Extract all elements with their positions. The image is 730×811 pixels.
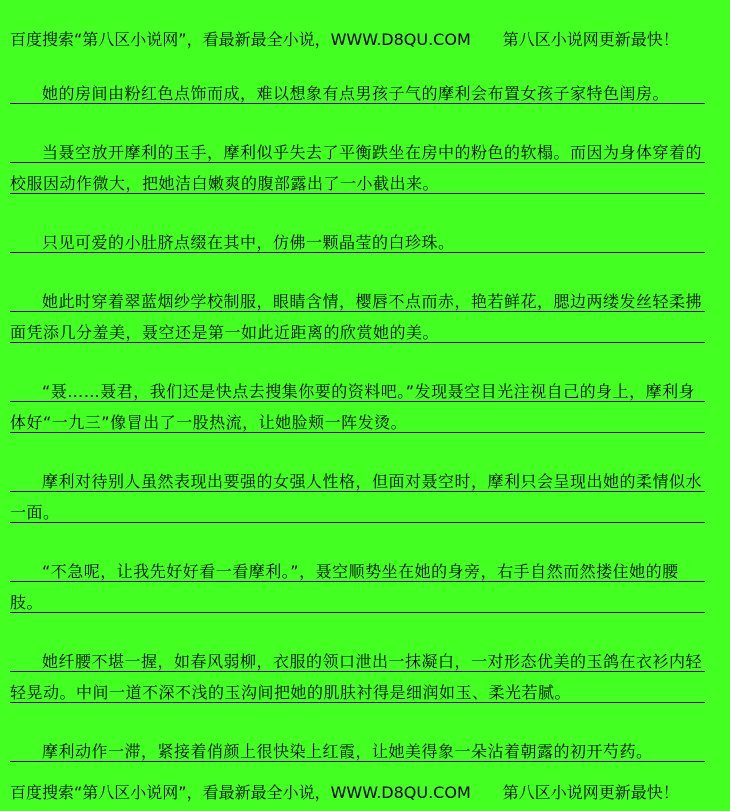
- novel-paragraph: “聂……聂君，我们还是快点去搜集你要的资料吧。”发现聂空目光注视自己的身上，摩利身体好“一九三”像冒出了一股热流，让她脸颊一阵发烫。: [10, 376, 705, 438]
- novel-paragraph: 摩利对待别人虽然表现出要强的女强人性格，但面对聂空时，摩利只会呈现出她的柔情似水一面。: [10, 466, 705, 528]
- novel-paragraph: 当聂空放开摩利的玉手，摩利似乎失去了平衡跌坐在房中的粉色的软榻。而因为身体穿着的校服因动作微大，把她洁白嫩爽的腹部露出了一小截出来。: [10, 137, 705, 199]
- novel-paragraph: 只见可爱的小肚脐点缀在其中，仿佛一颗晶莹的白珍珠。: [10, 227, 705, 258]
- novel-paragraph: 她的房间由粉红色点饰而成，难以想象有点男孩子气的摩利会布置女孩子家特色闺房。: [10, 78, 705, 109]
- novel-content: [10, 78, 705, 767]
- novel-paragraph: “不急呢，让我先好好看一看摩利。”，聂空顺势坐在她的身旁，右手自然而然搂住她的腰肢。: [10, 556, 705, 618]
- novel-paragraph: 她纤腰不堪一握，如春风弱柳，衣服的领口泄出一抹凝白，一对形态优美的玉鸽在衣衫内轻轻晃动。中间一道不深不浅的玉沟间把她的肌肤衬得是细润如玉、柔光若腻。: [10, 646, 705, 708]
- novel-paragraph: 她此时穿着翠蓝烟纱学校制服，眼睛含情，樱唇不点而赤，艳若鲜花，腮边两缕发丝轻柔拂面凭添几分羞美，聂空还是第一如此近距离的欣赏她的美。: [10, 286, 705, 348]
- novel-paragraph: 摩利动作一滞，紧接着俏颜上很快染上红霞，让她美得象一朵沾着朝露的初开芍药。: [10, 736, 705, 767]
- promo-footer: 百度搜索“第八区小说网”，看最新最全小说，WWW.D8QU.COM 第八区小说网更新最快！: [10, 783, 679, 802]
- promo-header: 百度搜索“第八区小说网”，看最新最全小说，WWW.D8QU.COM 第八区小说网更新最快！: [10, 30, 679, 49]
